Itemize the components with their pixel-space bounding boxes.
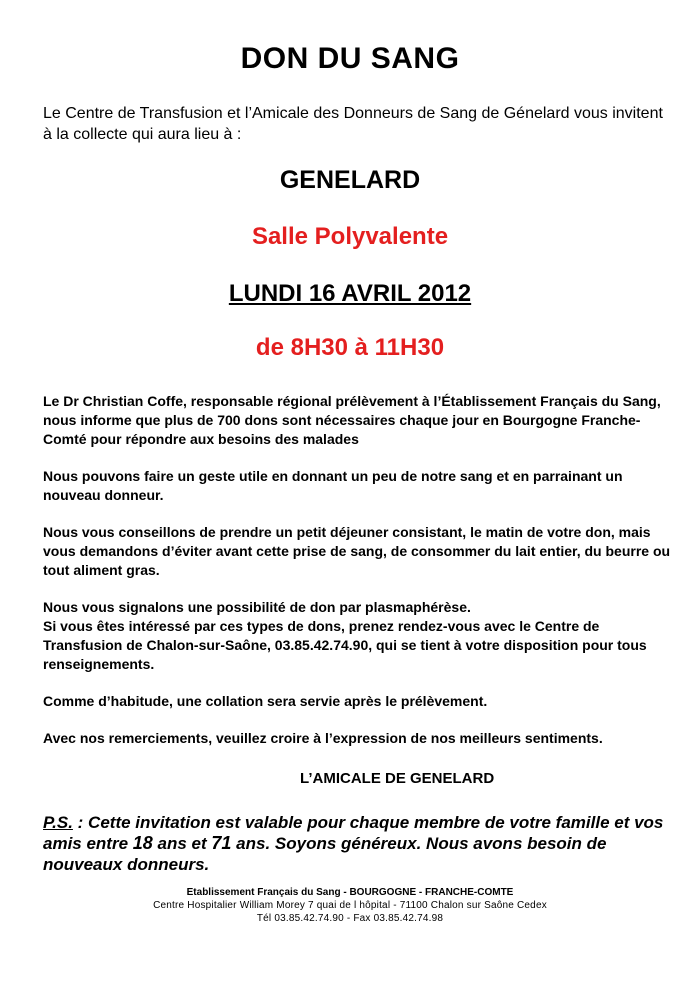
body-text xyxy=(43,392,673,766)
event-venue: Salle Polyvalente xyxy=(251,223,449,250)
intro-paragraph: Le Centre de Transfusion et l’Amicale des Donneurs de Sang de Génelard vous invitent à la collecte qui aura lieu à : xyxy=(43,105,663,143)
event-date: LUNDI 16 AVRIL 2012 xyxy=(228,280,472,307)
footer xyxy=(0,886,700,925)
page-title: DON DU SANG xyxy=(240,42,460,75)
paragraph-plasmapheresis: Nous vous signalons une possibilité de don par plasmaphérèse. xyxy=(43,599,471,615)
ps-age-max: 71 xyxy=(211,833,232,853)
ps-label: P.S. xyxy=(43,813,73,832)
footer-phone-fax: Tél 03.85.42.74.90 - Fax 03.85.42.74.98 xyxy=(256,913,444,924)
event-city: GENELARD xyxy=(279,166,421,194)
ps-text-c: ans. Soyons généreux. Nous avons besoin de nouveaux donneurs. xyxy=(43,834,607,874)
ps-age-min: 18 xyxy=(132,833,153,853)
ps-text-b: ans et xyxy=(152,834,212,853)
ps-text-a: : Cette invitation est valable pour chaque membre de votre famille et vos amis entre xyxy=(43,813,664,853)
signature: L’AMICALE DE GENELARD xyxy=(300,770,495,787)
paragraph-snack: Comme d’habitude, une collation sera servie après le prélèvement. xyxy=(43,693,488,709)
paragraph-blood-needs: Le Dr Christian Coffe, responsable régional prélèvement à l’Établissement Français du Sang, nous informe que plus de 700 dons sont nécessaires chaque jour en Bourgogne Franche-Comté pour répondre aux besoins des malades xyxy=(43,393,661,447)
paragraph-appointment: Si vous êtes intéressé par ces types de dons, prenez rendez-vous avec le Centre de Transfusion de Chalon-sur-Saône, 03.85.42.74.90, qui se tient à votre disposition pour tous renseignements. xyxy=(43,618,647,672)
footer-address: Centre Hospitalier William Morey 7 quai de l hôpital - 71100 Chalon sur Saône Cedex xyxy=(153,900,547,911)
paragraph-thanks: Avec nos remerciements, veuillez croire à l’expression de nos meilleurs sentiments. xyxy=(43,730,603,746)
event-time: de 8H30 à 11H30 xyxy=(255,334,445,361)
footer-organization: Etablissement Français du Sang - BOURGOGNE - FRANCHE-COMTE xyxy=(186,887,514,898)
paragraph-useful-gesture: Nous pouvons faire un geste utile en donnant un peu de notre sang et en parrainant un nouveau donneur. xyxy=(43,468,623,503)
postscript xyxy=(43,812,673,875)
paragraph-breakfast-advice: Nous vous conseillons de prendre un petit déjeuner consistant, le matin de votre don, mais vous demandons d’éviter avant cette prise de sang, de consommer du lait entier, du beurre ou tout aliment gras. xyxy=(43,524,671,578)
